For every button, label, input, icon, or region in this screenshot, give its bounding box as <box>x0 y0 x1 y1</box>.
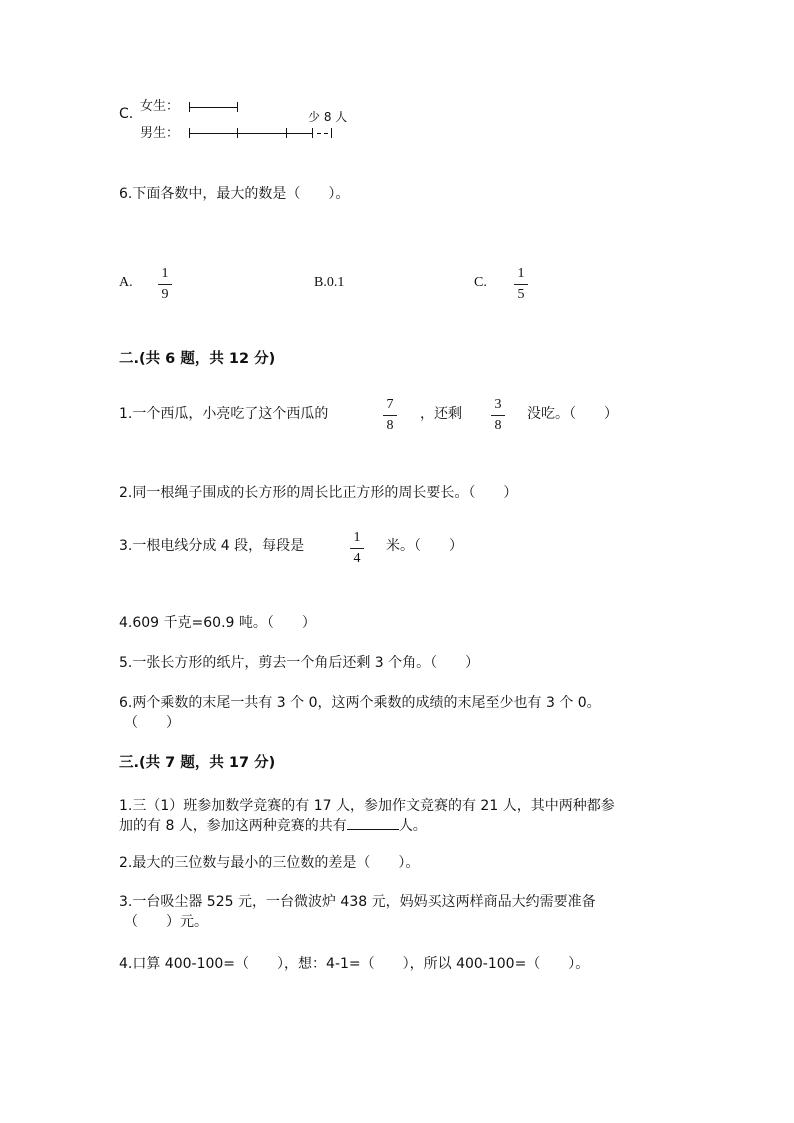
s2-q6-line1: 6.两个乘数的末尾一共有 3 个 0，这两个乘数的成绩的末尾至少也有 3 个 0。 <box>119 695 601 711</box>
s2-q1-fraction-1: 7 8 <box>380 397 400 434</box>
section2-heading: 二.(共 6 题，共 12 分) <box>119 351 276 367</box>
section3-heading: 三.(共 7 题，共 17 分) <box>119 755 276 771</box>
s3-q1-line2: 加的有 8 人，参加这两种竞赛的共有 人。 <box>119 815 427 836</box>
q6-option-c-label: C. <box>474 275 487 290</box>
s3-q4: 4.口算 400-100=（ ），想：4-1=（ ），所以 400-100=（ ）。 <box>119 956 590 972</box>
s2-q2: 2.同一根绳子围成的长方形的周长比正方形的周长要长。（ ） <box>119 485 518 501</box>
s2-q1-suffix: 没吃。（ ） <box>527 406 618 422</box>
s3-q2: 2.最大的三位数与最小的三位数的差是（ ）。 <box>119 855 420 871</box>
s2-q3-prefix: 3.一根电线分成 4 段，每段是 <box>119 538 305 554</box>
boys-label: 男生： <box>140 126 180 141</box>
s3-q3-line2: （ ）元。 <box>124 914 208 930</box>
annotation-less-8: 少 8 人 <box>308 110 348 124</box>
s3-q1-answer-blank[interactable] <box>347 815 399 830</box>
girls-label: 女生： <box>140 99 180 114</box>
s2-q1-prefix: 1.一个西瓜，小亮吃了这个西瓜的 <box>119 406 329 422</box>
s2-q3-fraction: 1 4 <box>347 530 367 567</box>
s2-q1-middle: ，还剩 <box>420 406 462 422</box>
s2-q1-fraction-2: 3 8 <box>488 397 508 434</box>
s3-q3-line1: 3.一台吸尘器 525 元，一台微波炉 438 元，妈妈买这两样商品大约需要准备 <box>119 894 596 910</box>
s2-q6-line2: （ ） <box>124 715 180 731</box>
q6-option-a-label: A. <box>119 275 133 290</box>
s2-q5: 5.一张长方形的纸片，剪去一个角后还剩 3 个角。（ ） <box>119 655 480 671</box>
q6-option-a-fraction: 1 9 <box>155 266 175 303</box>
q6-option-c-fraction: 1 5 <box>511 266 531 303</box>
q6-text: 6.下面各数中，最大的数是（ ）。 <box>119 186 350 202</box>
s2-q3-suffix: 米。（ ） <box>386 538 463 554</box>
q6-option-b: B.0.1 <box>314 275 345 290</box>
option-c-label: C. <box>119 106 134 122</box>
s2-q4: 4.609 千克=60.9 吨。（ ） <box>119 615 316 631</box>
s3-q1-line1: 1.三（1）班参加数学竞赛的有 17 人，参加作文竞赛的有 21 人，其中两种都参 <box>119 798 615 814</box>
